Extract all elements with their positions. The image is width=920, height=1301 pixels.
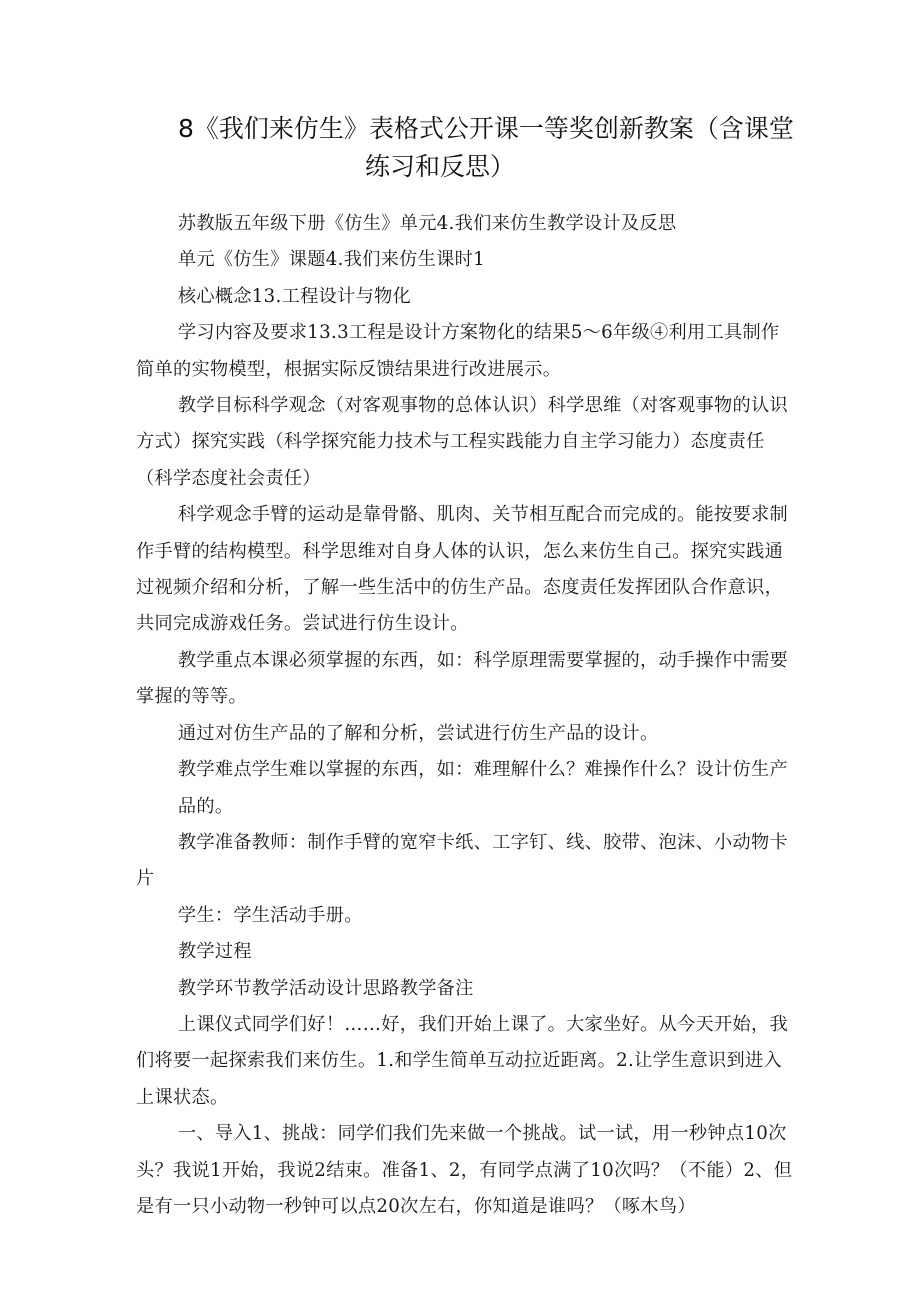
paragraph: 学生：学生活动手册。 <box>177 904 363 926</box>
document-title <box>140 110 800 186</box>
document-body <box>136 206 796 1225</box>
paragraph: 核心概念13.工程设计与物化 <box>177 285 412 307</box>
paragraph: 教学难点学生难以掌握的东西，如：难理解什么？难操作什么？设计仿生产品的。 <box>177 759 788 817</box>
paragraph: 单元《仿生》课题4.我们来仿生课时1 <box>177 249 485 271</box>
paragraph: 教学重点本课必须掌握的东西，如：科学原理需要掌握的，动手操作中需要掌握的等等。 <box>136 649 788 708</box>
title-line-2: 练习和反思） <box>365 152 516 181</box>
paragraph: 教学环节教学活动设计思路教学备注 <box>177 977 474 999</box>
paragraph: 苏教版五年级下册《仿生》单元4.我们来仿生教学设计及反思 <box>177 213 677 234</box>
title-line-1: 8《我们来仿生》表格式公开课一等奖创新教案（含课堂 <box>178 114 794 143</box>
paragraph: 一、导入1、挑战：同学们我们先来做一个挑战。试一试，用一秒钟点10次头？我说1开始，我说2结束。准备1、2，有同学点满了10次吗？（不能）2、但是有一只小动物一秒钟可以点20次左右，你知道是谁吗？（啄木鸟） <box>136 1123 793 1217</box>
paragraph: 上课仪式同学们好！……好，我们开始上课了。大家坐好。从今天开始，我们将要一起探索我们来仿生。1.和学生简单互动拉近距离。2.让学生意识到进入上课状态。 <box>136 1013 788 1108</box>
paragraph: 教学准备教师：制作手臂的宽窄卡纸、工字钉、线、胶带、泡沫、小动物卡片 <box>136 831 788 890</box>
paragraph: 学习内容及要求13.3工程是设计方案物化的结果5～6年级④利用工具制作简单的实物模型，根据实际反馈结果进行改进展示。 <box>136 322 780 380</box>
paragraph: 教学目标科学观念（对客观事物的总体认识）科学思维（对客观事物的认识方式）探究实践（科学探究能力技术与工程实践能力自主学习能力）态度责任（科学态度社会责任） <box>136 395 788 489</box>
paragraph: 科学观念手臂的运动是靠骨骼、肌肉、关节相互配合而完成的。能按要求制作手臂的结构模型。科学思维对自身人体的认识，怎么来仿生自己。探究实践通过视频介绍和分析，了解一些生活中的仿生产品。态度责任发挥团队合作意识，共同完成游戏任务。尝试进行仿生设计。 <box>136 504 788 635</box>
paragraph: 通过对仿生产品的了解和分析，尝试进行仿生产品的设计。 <box>177 722 659 744</box>
paragraph: 教学过程 <box>177 941 252 963</box>
